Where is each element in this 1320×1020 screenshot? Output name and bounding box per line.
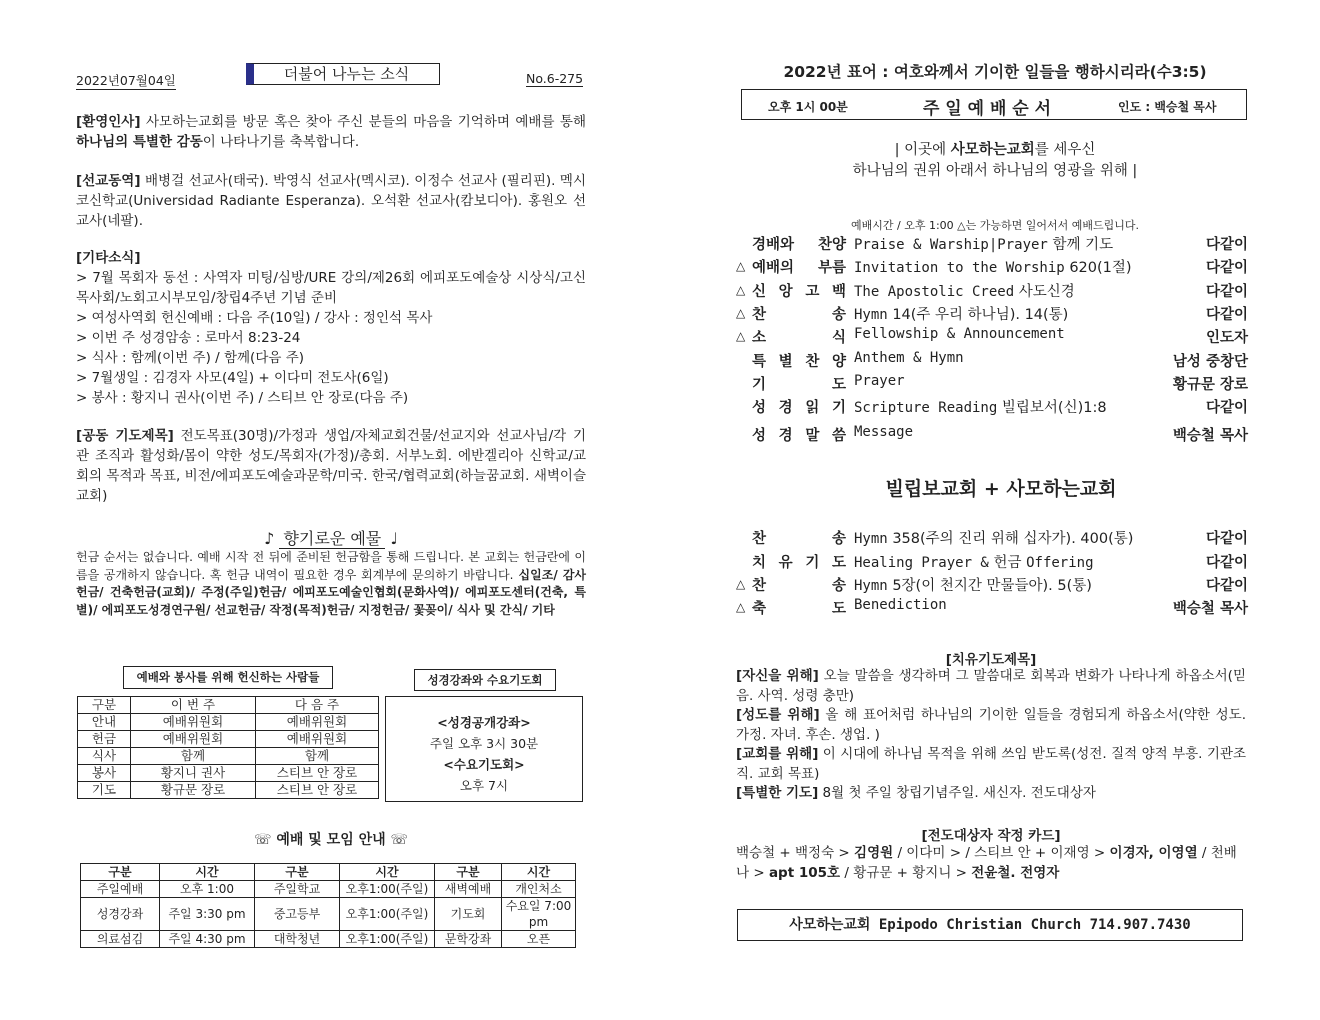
- yearly-motto: 2022년 표어 : 여호와께서 기이한 일들을 행하시리라(수3:5): [783, 63, 1207, 81]
- left-title: 더불어 나누는 소식: [283, 65, 410, 83]
- news-item: > 7월 목회자 동선 : 사역자 미팅/심방/URE 강의/제26회 에피포도예술상 시상식/고신목사회/노회고시부모임/창립4주년 기념 준비: [76, 270, 586, 306]
- order-row: [736, 574, 1248, 596]
- verse-text: | 이곳에: [894, 142, 951, 158]
- table-cell: 오후1:00(주일): [340, 931, 435, 948]
- offering-text: 헌금 순서는 없습니다. 예배 시작 전 뒤에 준비된 헌금함을 통해 드립니다. 본 교회는 헌금란에 이름을 공개하지 않습니다. 혹 헌금 내역이 필요한 경우 회계부에 문의하기 바랍니다.: [76, 550, 586, 582]
- left-date: 2022년07월04일: [76, 73, 176, 88]
- table-header: 이 번 주: [131, 697, 256, 714]
- table-cell: 중고등부: [255, 898, 340, 931]
- news-item: > 식사 : 함께(이번 주) / 함께(다음 주): [76, 350, 305, 366]
- order-english: Hymn: [854, 531, 888, 547]
- table-cell: 안내: [78, 714, 131, 731]
- order-row: [736, 326, 1248, 348]
- order-name: 찬 송: [752, 307, 846, 323]
- evangel-text: / 이다미 > / 스티브 안 + 이재영 >: [893, 845, 1110, 861]
- missions-paragraph: [76, 171, 586, 231]
- order-english: Scripture Reading: [854, 400, 998, 416]
- order-english: Prayer: [854, 373, 905, 389]
- order-name: 신 앙 고 백: [752, 284, 846, 300]
- order-name: 찬 송: [752, 531, 846, 547]
- table-cell: 개인처소: [502, 881, 576, 898]
- welcome-text-2: 이 나타나기를 축복합니다.: [202, 134, 360, 150]
- service-time: 오후 1시 00분: [768, 100, 848, 114]
- table-cell: 기도회: [435, 898, 502, 931]
- order-row: [736, 527, 1248, 549]
- healing-head: [특별한 기도]: [736, 785, 819, 801]
- study-prayer-label: <수요기도회>: [443, 757, 525, 772]
- offering-title: [76, 526, 586, 549]
- order-leader: 백승철 목사: [1172, 428, 1248, 444]
- study-box: [385, 696, 583, 802]
- order-detail: 빌립보서(신)1:8: [997, 400, 1107, 416]
- stand-mark: △: [736, 283, 746, 297]
- welcome-head: [환영인사]: [76, 114, 141, 130]
- church-name: 사모하는교회: [950, 142, 1035, 158]
- offering-paragraph: [76, 549, 586, 619]
- news-item: > 여성사역회 헌신예배 : 다음 주(10일) / 강사 : 정인석 목사: [76, 310, 433, 326]
- healing-item: [736, 706, 1246, 745]
- offering-types: 십일조/ 감사헌금/ 건축헌금(교회)/ 주정(주일)헌금/ 에피포도예술인협회(문화사역)/ 에피포도센터(건축, 특별)/ 에피포도성경연구원/ 선교헌금/ 작정(목적)헌금/ 지정헌금/ 꽃꽂이/ 식사 및 간식/ 기타: [76, 567, 586, 617]
- order-row: [736, 350, 1248, 372]
- order-leader: 인도자: [1205, 330, 1248, 346]
- order-english: The Apostolic Creed: [854, 284, 1015, 300]
- evangel-target: 이경자, 이영열: [1109, 845, 1198, 861]
- table-row: [81, 881, 576, 898]
- table-header: 시간: [502, 864, 576, 881]
- sermon-title: 빌립보교회 + 사모하는교회: [885, 478, 1117, 500]
- order-row: [736, 551, 1248, 573]
- welcome-text-1: 사모하는교회를 방문 혹은 찾아 주신 분들의 마음을 기억하며 예배를 통해: [140, 114, 586, 130]
- table-cell: 오픈: [502, 931, 576, 948]
- table-cell: 수요일 7:00 pm: [502, 898, 576, 931]
- order-english: Praise & Warship|Prayer: [854, 237, 1048, 253]
- order-english: Message: [854, 424, 914, 440]
- music-note-icon: ♩: [390, 529, 398, 548]
- table-cell: 주일학교: [255, 881, 340, 898]
- healing-item: [736, 745, 1246, 784]
- servers-title: 예배와 봉사를 위해 헌신하는 사람들: [123, 666, 333, 689]
- table-cell: 예배위원회: [131, 714, 256, 731]
- order-detail: 헌금: [988, 555, 1027, 571]
- table-cell: 황규문 장로: [131, 782, 256, 799]
- healing-text: 8월 첫 주일 창립기념주일. 새신자. 전도대상자: [818, 785, 1096, 801]
- order-english: Offering: [1026, 555, 1094, 571]
- table-cell: 오후1:00(주일): [340, 881, 435, 898]
- table-cell: 성경강좌: [81, 898, 160, 931]
- order-name: 성 경 읽 기: [752, 400, 846, 416]
- table-cell: 오후1:00(주일): [340, 898, 435, 931]
- order-english: Hymn: [854, 307, 888, 323]
- welcome-emphasis: 하나님의 특별한 감동: [76, 134, 203, 150]
- order-name: 경배와 찬양: [752, 237, 846, 253]
- service-leader: 인도 : 백승철 목사: [1118, 100, 1217, 114]
- table-header: 구분: [81, 864, 160, 881]
- missions-text: 배병걸 선교사(태국). 박영식 선교사(멕시코). 이정수 선교사 (필리핀). 멕시코신학교(Universidad Radiante Esperanza). 오석환 선교사(캄보디아). 홍원오 선교사(네팔).: [76, 173, 586, 229]
- order-detail: 14(주 우리 하나님). 14(통): [887, 307, 1069, 323]
- table-cell: 헌금: [78, 731, 131, 748]
- table-cell: 스티브 안 장로: [256, 782, 379, 799]
- service-time-note: 예배시간 / 오후 1:00 △는 가능하면 일어서서 예배드립니다.: [851, 219, 1139, 232]
- table-cell: 예배위원회: [256, 714, 379, 731]
- table-cell: 봉사: [78, 765, 131, 782]
- service-title: 주 일 예 배 순 서: [922, 99, 1052, 119]
- stand-mark: △: [736, 259, 746, 273]
- order-leader: 다같이: [1205, 237, 1248, 253]
- table-row: [78, 714, 379, 731]
- table-row: [81, 931, 576, 948]
- stand-mark: △: [736, 600, 746, 614]
- prayer-paragraph: [76, 426, 586, 506]
- study-prayer-time: 오후 7시: [459, 778, 509, 793]
- table-cell: 주일 4:30 pm: [160, 931, 255, 948]
- table-cell: 문학강좌: [435, 931, 502, 948]
- verse-text: 하나님의 권위 아래서 하나님의 영광을 위해 |: [852, 163, 1138, 179]
- table-cell: 예배위원회: [256, 731, 379, 748]
- healing-head: [교회를 위해]: [736, 746, 819, 762]
- verse-text: 를 세우신: [1034, 142, 1096, 158]
- order-leader: 다같이: [1205, 307, 1248, 323]
- table-cell: 오후 1:00: [160, 881, 255, 898]
- footer-church-name: 사모하는교회: [789, 917, 871, 933]
- healing-text: 오늘 말씀을 생각하며 그 말씀대로 회복과 변화가 나타나게 하옵소서(믿음. 사역. 성령 충만): [736, 668, 1246, 704]
- order-name: 축 도: [752, 601, 846, 617]
- table-cell: 기도: [78, 782, 131, 799]
- table-header: 시간: [160, 864, 255, 881]
- healing-title: [치유기도제목]: [945, 652, 1037, 668]
- table-row: [81, 898, 576, 931]
- news-item: > 봉사 : 황지니 권사(이번 주) / 스티브 안 장로(다음 주): [76, 390, 409, 406]
- order-leader: 다같이: [1205, 400, 1248, 416]
- prayer-text: 전도목표(30명)/가정과 생업/자체교회건물/선교지와 선교사님/각 기관 조직과 활성화/몸이 약한 성도/목회자(가정)/총회. 서부노회. 에반겔리아 신학교/교회의 목적과 목표, 비전/에피포도예술과문학/미국. 한국/협력교회(하늘꿈교회. 새벽이슬교회): [76, 428, 586, 504]
- news-section: [76, 248, 586, 408]
- evangel-text: / 황규문 + 황지니 >: [840, 865, 972, 881]
- healing-text: 올 해 표어처럼 하나님의 기이한 일들을 경험되게 하옵소서(약한 성도. 가정. 자녀. 후손. 생업. ): [736, 707, 1246, 743]
- meetings-title-text: 예배 및 모임 안내: [276, 832, 386, 848]
- order-row: [736, 424, 1248, 446]
- table-cell: 스티브 안 장로: [256, 765, 379, 782]
- evangel-target: apt 105호: [768, 865, 841, 881]
- order-detail: 사도신경: [1014, 284, 1075, 300]
- order-english: Hymn: [854, 578, 888, 594]
- order-name: 특 별 찬 양: [752, 354, 846, 370]
- table-row: [78, 748, 379, 765]
- order-leader: 남성 중창단: [1172, 354, 1248, 370]
- music-note-icon: ♪: [264, 529, 275, 548]
- order-detail: 함께 기도: [1047, 237, 1114, 253]
- order-name: 찬 송: [752, 578, 846, 594]
- table-header: 구분: [435, 864, 502, 881]
- study-lecture-label: <성경공개강좌>: [437, 715, 531, 730]
- table-header: 다 음 주: [256, 697, 379, 714]
- order-name: 기 도: [752, 377, 846, 393]
- footer-english: Epipodo Christian Church 714.907.7430: [870, 917, 1191, 933]
- order-name: 소 식: [752, 330, 846, 346]
- table-cell: 의료섬김: [81, 931, 160, 948]
- phone-icon: ☏: [253, 832, 272, 848]
- dedication-verse: [736, 140, 1254, 182]
- table-cell: 새벽예배: [435, 881, 502, 898]
- order-english: Benediction: [854, 597, 947, 613]
- meetings-table: [80, 863, 576, 948]
- table-cell: 함께: [131, 748, 256, 765]
- order-leader: 다같이: [1205, 284, 1248, 300]
- welcome-paragraph: [76, 112, 586, 152]
- healing-list: [736, 667, 1246, 804]
- table-cell: 주일예배: [81, 881, 160, 898]
- stand-mark: △: [736, 577, 746, 591]
- healing-head: [성도를 위해]: [736, 707, 820, 723]
- prayer-head: [공동 기도제목]: [76, 428, 174, 444]
- order-row: [736, 597, 1248, 619]
- news-head: [기타소식]: [76, 250, 141, 266]
- study-lecture-time: 주일 오후 3시 30분: [429, 736, 539, 751]
- order-row: [736, 280, 1248, 302]
- evangel-list: [736, 843, 1248, 883]
- order-row: [736, 303, 1248, 325]
- order-detail: 358(주의 진리 위해 십자가). 400(통): [887, 531, 1134, 547]
- evangel-target: 전윤철. 전영자: [971, 865, 1060, 881]
- table-cell: 예배위원회: [131, 731, 256, 748]
- order-row: [736, 233, 1248, 255]
- order-leader: 다같이: [1205, 260, 1248, 276]
- order-english: Healing Prayer &: [854, 555, 989, 571]
- evangel-target: 김영원: [854, 845, 894, 861]
- phone-icon: ☏: [390, 832, 409, 848]
- missions-head: [선교동역]: [76, 173, 141, 189]
- table-cell: 대학청년: [255, 931, 340, 948]
- order-row: [736, 396, 1248, 418]
- order-leader: 다같이: [1205, 555, 1248, 571]
- healing-item: [736, 784, 1246, 804]
- table-cell: 함께: [256, 748, 379, 765]
- order-detail: 620(1절): [1064, 260, 1132, 276]
- healing-text: 이 시대에 하나님 목적을 위해 쓰임 받도록(성전. 질적 양적 부흥. 기관조직. 교회 목표): [736, 746, 1246, 782]
- servers-table: [77, 696, 379, 799]
- table-row: [78, 765, 379, 782]
- table-cell: 황지니 권사: [131, 765, 256, 782]
- order-row: [736, 373, 1248, 395]
- order-leader: 황규문 장로: [1172, 377, 1248, 393]
- evangel-title: [전도대상자 작정 카드]: [921, 828, 1061, 844]
- order-leader: 백승철 목사: [1172, 601, 1248, 617]
- table-row: [78, 731, 379, 748]
- table-cell: 주일 3:30 pm: [160, 898, 255, 931]
- order-leader: 다같이: [1205, 531, 1248, 547]
- issue-number: No.6-275: [526, 71, 584, 86]
- order-leader: 다같이: [1205, 578, 1248, 594]
- offering-title-text: 향기로운 예물: [279, 529, 385, 549]
- news-item: > 7월생일 : 김경자 사모(4일) + 이다미 전도사(6일): [76, 370, 389, 386]
- evangel-text: 백승철 + 백정숙 >: [736, 845, 855, 861]
- study-title: 성경강좌와 수요기도회: [414, 669, 556, 691]
- left-title-box: [246, 63, 440, 85]
- healing-item: [736, 667, 1246, 706]
- footer-box: [737, 909, 1243, 941]
- order-english: Anthem & Hymn: [854, 350, 964, 366]
- order-name: 성 경 말 씀: [752, 428, 846, 444]
- table-cell: 식사: [78, 748, 131, 765]
- table-header: 구분: [255, 864, 340, 881]
- order-name: 치 유 기 도: [752, 555, 846, 571]
- order-detail: 5장(이 천지간 만물들아). 5(통): [887, 578, 1092, 594]
- evangel-text: / 천배나 >: [736, 845, 1237, 881]
- meetings-title: [76, 829, 586, 849]
- healing-head: [자신을 위해]: [736, 668, 819, 684]
- service-header-box: [741, 89, 1247, 120]
- order-row: [736, 256, 1248, 278]
- order-name: 예배의 부름: [752, 260, 846, 276]
- table-header: 시간: [340, 864, 435, 881]
- order-english: Invitation to the Worship: [854, 260, 1065, 276]
- stand-mark: △: [736, 306, 746, 320]
- table-row: [78, 782, 379, 799]
- table-header: 구분: [78, 697, 131, 714]
- order-english: Fellowship & Announcement: [854, 326, 1065, 342]
- stand-mark: △: [736, 329, 746, 343]
- news-item: > 이번 주 성경암송 : 로마서 8:23-24: [76, 330, 301, 346]
